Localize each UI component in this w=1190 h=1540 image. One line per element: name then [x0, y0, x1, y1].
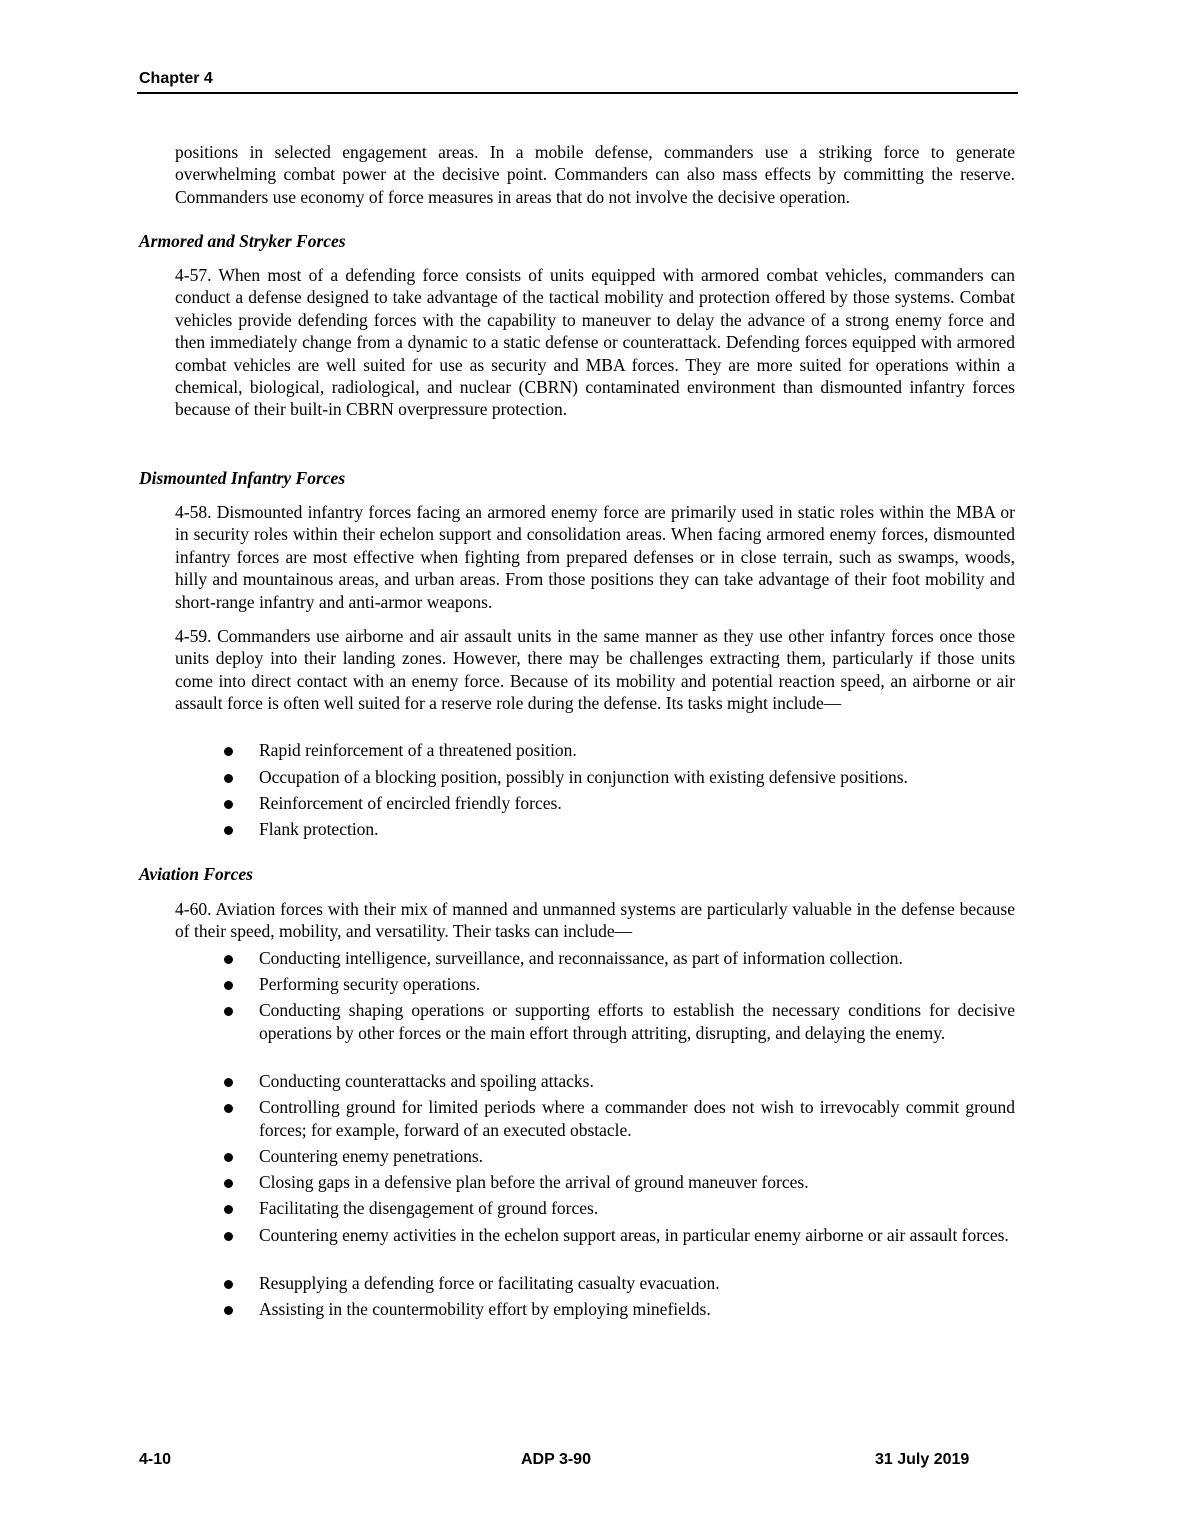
list-item-text: Conducting counterattacks and spoiling attacks. [259, 1071, 594, 1091]
list-item [259, 973, 1015, 996]
list-item-text: Occupation of a blocking position, possibly in conjunction with existing defensive positions. [259, 767, 908, 787]
list-item-text: Performing security operations. [259, 974, 481, 994]
list-item [259, 999, 1015, 1044]
bullet-icon [224, 1104, 233, 1113]
chapter-header: Chapter 4 [139, 70, 213, 87]
list-item-text: Facilitating the disengagement of ground forces. [259, 1198, 599, 1218]
footer-date: 31 July 2019 [875, 1451, 970, 1468]
list-item-text: Conducting shaping operations or supporting efforts to establish the necessary conditions for decisive operations by other forces or the main effort through attriting, disrupting, and delaying the enemy. [259, 1000, 1015, 1043]
list-item [259, 739, 1015, 762]
header-rule [137, 92, 1018, 94]
list-item-text: Conducting intelligence, surveillance, and reconnaissance, as part of information collection. [259, 948, 903, 968]
list-item [259, 1070, 1015, 1093]
list-item-text: Countering enemy penetrations. [259, 1146, 484, 1166]
footer-publication: ADP 3-90 [521, 1451, 591, 1468]
bullet-icon [224, 1179, 233, 1188]
bullet-icon [224, 747, 233, 756]
paragraph-4-60: 4-60. Aviation forces with their mix of manned and unmanned systems are particularly valuable in the defense because of their speed, mobility, and versatility. Their tasks can include— [175, 899, 1015, 942]
section-heading-dismounted: Dismounted Infantry Forces [139, 468, 346, 488]
list-item [259, 1171, 1015, 1194]
paragraph-4-58: 4-58. Dismounted infantry forces facing an armored enemy force are primarily used in static roles within the MBA or in security roles within their echelon support and consolidation areas. When facing armored enemy forces, dismounted infantry forces are most effective when fighting from prepared defenses or in close terrain, such as swamps, woods, hilly and mountainous areas, and urban areas. From those positions they can take advantage of their foot mobility and short-range infantry and anti-armor weapons. [175, 502, 1015, 612]
bullet-icon [224, 826, 233, 835]
list-item [259, 792, 1015, 815]
list-item-text: Resupplying a defending force or facilitating casualty evacuation. [259, 1273, 720, 1293]
list-item-text: Flank protection. [259, 819, 379, 839]
footer-page-number: 4-10 [139, 1451, 172, 1468]
list-item [259, 947, 1015, 970]
paragraph-4-57: 4-57. When most of a defending force consists of units equipped with armored combat vehicles, commanders can conduct a defense designed to take advantage of the tactical mobility and protection offered by those systems. Combat vehicles provide defending forces with the capability to maneuver to delay the advance of a strong enemy force and then immediately change from a dynamic to a static defense or counterattack. Defending forces equipped with armored combat vehicles are well suited for use as security and MBA forces. They are more suited for operations within a chemical, biological, radiological, and nuclear (CBRN) contaminated environment than dismounted infantry forces because of their built-in CBRN overpressure protection. [175, 265, 1015, 420]
bullet-icon [224, 1007, 233, 1016]
list-item-text: Assisting in the countermobility effort by employing minefields. [259, 1299, 711, 1319]
list-item [259, 1298, 1015, 1321]
bullet-icon [224, 1078, 233, 1087]
list-item [259, 1197, 1015, 1220]
bullet-icon [224, 800, 233, 809]
list-item [259, 1224, 1015, 1247]
list-item [259, 766, 1015, 789]
bullet-icon [224, 955, 233, 964]
list-item-text: Controlling ground for limited periods where a commander does not wish to irrevocably commit ground forces; for example, forward of an executed obstacle. [259, 1097, 1015, 1140]
list-item-text: Countering enemy activities in the echelon support areas, in particular enemy airborne or air assault forces. [259, 1225, 1009, 1245]
bullet-icon [224, 1205, 233, 1214]
list-item-text: Reinforcement of encircled friendly forces. [259, 793, 562, 813]
intro-paragraph: positions in selected engagement areas. In a mobile defense, commanders use a striking force to generate overwhelming combat power at the decisive point. Commanders can also mass effects by committing the reserve. Commanders use economy of force measures in areas that do not involve the decisive operation. [175, 142, 1015, 207]
section-heading-armored: Armored and Stryker Forces [139, 231, 346, 251]
list-item-text: Rapid reinforcement of a threatened position. [259, 740, 577, 760]
list-item-text: Closing gaps in a defensive plan before the arrival of ground maneuver forces. [259, 1172, 809, 1192]
bullet-icon [224, 1306, 233, 1315]
bullet-icon [224, 774, 233, 783]
section-heading-aviation: Aviation Forces [139, 864, 253, 884]
list-item [259, 1145, 1015, 1168]
paragraph-4-59: 4-59. Commanders use airborne and air assault units in the same manner as they use other infantry forces once those units deploy into their landing zones. However, there may be challenges extracting them, particularly if those units come into direct contact with an enemy force. Because of its mobility and potential reaction speed, an airborne or air assault force is often well suited for a reserve role during the defense. Its tasks might include— [175, 626, 1015, 714]
list-item [259, 818, 1015, 841]
list-item [259, 1272, 1015, 1295]
bullet-icon [224, 1232, 233, 1241]
bullet-icon [224, 1153, 233, 1162]
bullet-icon [224, 1280, 233, 1289]
bullet-icon [224, 981, 233, 990]
list-item [259, 1096, 1015, 1141]
